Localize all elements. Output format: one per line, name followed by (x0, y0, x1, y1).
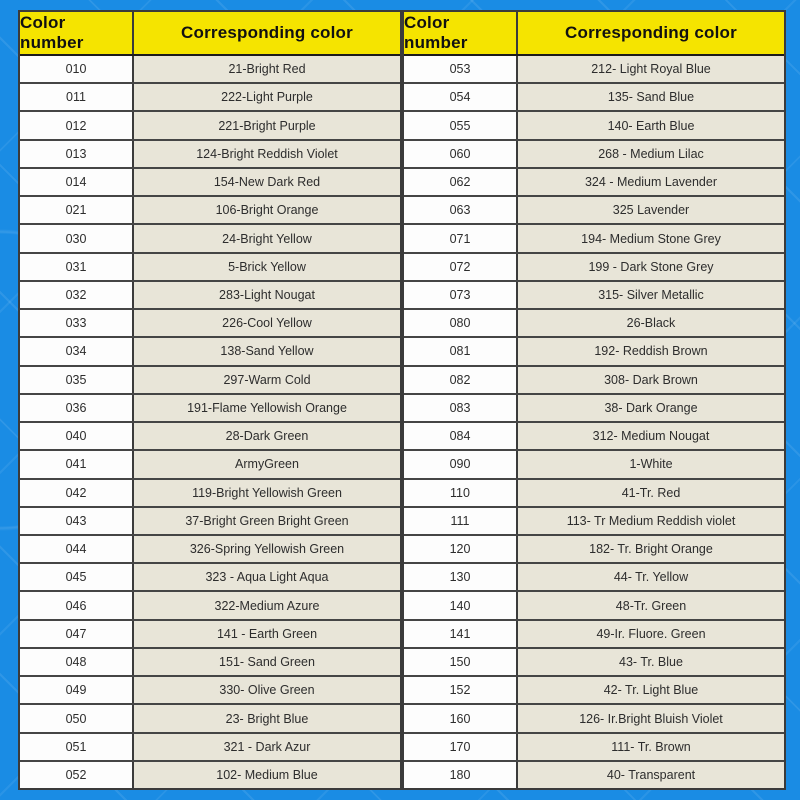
color-number-cell: 110 (404, 480, 518, 506)
color-name-cell: 154-New Dark Red (134, 169, 400, 195)
color-name-cell: 322-Medium Azure (134, 592, 400, 618)
table-row (404, 449, 784, 477)
color-number-cell: 031 (20, 254, 134, 280)
color-number-cell: 071 (404, 225, 518, 251)
color-number-cell: 021 (20, 197, 134, 223)
color-name-cell: 43- Tr. Blue (518, 649, 784, 675)
table-row (20, 252, 400, 280)
color-number-cell: 180 (404, 762, 518, 788)
color-number-cell: 049 (20, 677, 134, 703)
table-row (404, 590, 784, 618)
table-row (20, 760, 400, 788)
color-number-cell: 030 (20, 225, 134, 251)
color-number-cell: 051 (20, 734, 134, 760)
table-row (404, 506, 784, 534)
table-row (404, 421, 784, 449)
color-name-cell: 48-Tr. Green (518, 592, 784, 618)
table-row (20, 308, 400, 336)
table-row (20, 110, 400, 138)
table-row (20, 449, 400, 477)
color-number-cell: 053 (404, 56, 518, 82)
color-number-cell: 041 (20, 451, 134, 477)
table-row (404, 732, 784, 760)
color-number-cell: 034 (20, 338, 134, 364)
color-name-cell: 24-Bright Yellow (134, 225, 400, 251)
color-name-cell: 330- Olive Green (134, 677, 400, 703)
table-row (20, 139, 400, 167)
color-number-cell: 047 (20, 621, 134, 647)
color-name-cell: 323 - Aqua Light Aqua (134, 564, 400, 590)
color-name-cell: 194- Medium Stone Grey (518, 225, 784, 251)
color-number-cell: 160 (404, 705, 518, 731)
color-number-cell: 042 (20, 480, 134, 506)
color-name-cell: 28-Dark Green (134, 423, 400, 449)
color-name-cell: 191-Flame Yellowish Orange (134, 395, 400, 421)
color-number-cell: 090 (404, 451, 518, 477)
color-number-cell: 152 (404, 677, 518, 703)
table-row (20, 534, 400, 562)
table-row (20, 280, 400, 308)
table-row (20, 647, 400, 675)
table-header-row (20, 12, 400, 56)
color-number-cell: 063 (404, 197, 518, 223)
column-header-corresponding-color: Corresponding color (565, 23, 737, 42)
color-name-cell: 222-Light Purple (134, 84, 400, 110)
color-name-cell: 21-Bright Red (134, 56, 400, 82)
color-number-cell: 035 (20, 367, 134, 393)
color-number-cell: 080 (404, 310, 518, 336)
color-name-cell: 199 - Dark Stone Grey (518, 254, 784, 280)
color-name-cell: 111- Tr. Brown (518, 734, 784, 760)
table-row (404, 110, 784, 138)
color-number-cell: 050 (20, 705, 134, 731)
color-number-cell: 054 (404, 84, 518, 110)
table-row (404, 760, 784, 788)
color-number-cell: 033 (20, 310, 134, 336)
color-number-cell: 130 (404, 564, 518, 590)
color-number-cell: 032 (20, 282, 134, 308)
color-number-cell: 055 (404, 112, 518, 138)
table-row (404, 675, 784, 703)
color-name-cell: 325 Lavender (518, 197, 784, 223)
table-row (404, 223, 784, 251)
table-row (404, 167, 784, 195)
table-row (404, 82, 784, 110)
table-row (404, 393, 784, 421)
color-name-cell: 268 - Medium Lilac (518, 141, 784, 167)
color-name-cell: 44- Tr. Yellow (518, 564, 784, 590)
table-row (20, 506, 400, 534)
table-row (20, 675, 400, 703)
color-name-cell: 135- Sand Blue (518, 84, 784, 110)
color-number-cell: 082 (404, 367, 518, 393)
color-name-cell: 37-Bright Green Bright Green (134, 508, 400, 534)
color-name-cell: 324 - Medium Lavender (518, 169, 784, 195)
color-name-cell: 221-Bright Purple (134, 112, 400, 138)
color-name-cell: 326-Spring Yellowish Green (134, 536, 400, 562)
table-row (20, 195, 400, 223)
color-name-cell: 126- Ir.Bright Bluish Violet (518, 705, 784, 731)
color-name-cell: 140- Earth Blue (518, 112, 784, 138)
color-name-cell: 41-Tr. Red (518, 480, 784, 506)
color-name-cell: 38- Dark Orange (518, 395, 784, 421)
color-name-cell: 192- Reddish Brown (518, 338, 784, 364)
color-number-cell: 040 (20, 423, 134, 449)
color-number-cell: 120 (404, 536, 518, 562)
table-row (404, 619, 784, 647)
table-row (404, 56, 784, 82)
table-row (20, 365, 400, 393)
color-number-cell: 011 (20, 84, 134, 110)
color-table-left (18, 10, 402, 790)
table-row (20, 732, 400, 760)
color-number-cell: 141 (404, 621, 518, 647)
color-number-cell: 048 (20, 649, 134, 675)
color-name-cell: 212- Light Royal Blue (518, 56, 784, 82)
color-name-cell: 312- Medium Nougat (518, 423, 784, 449)
color-number-cell: 044 (20, 536, 134, 562)
table-row (20, 703, 400, 731)
color-number-cell: 010 (20, 56, 134, 82)
color-name-cell: 23- Bright Blue (134, 705, 400, 731)
color-name-cell: 141 - Earth Green (134, 621, 400, 647)
color-mapping-tables (18, 10, 786, 790)
table-row (404, 308, 784, 336)
color-name-cell: ArmyGreen (134, 451, 400, 477)
color-number-cell: 072 (404, 254, 518, 280)
color-number-cell: 046 (20, 592, 134, 618)
column-header-color-number: Color number (20, 12, 134, 54)
color-name-cell: 49-Ir. Fluore. Green (518, 621, 784, 647)
color-name-cell: 106-Bright Orange (134, 197, 400, 223)
color-number-cell: 062 (404, 169, 518, 195)
table-row (20, 562, 400, 590)
color-name-cell: 1-White (518, 451, 784, 477)
color-name-cell: 283-Light Nougat (134, 282, 400, 308)
table-row (20, 619, 400, 647)
color-number-cell: 013 (20, 141, 134, 167)
color-number-cell: 083 (404, 395, 518, 421)
column-header-corresponding-color: Corresponding color (181, 23, 353, 42)
table-row (404, 252, 784, 280)
color-number-cell: 045 (20, 564, 134, 590)
table-row (20, 336, 400, 364)
table-row (404, 336, 784, 364)
table-row (404, 280, 784, 308)
color-name-cell: 124-Bright Reddish Violet (134, 141, 400, 167)
color-number-cell: 170 (404, 734, 518, 760)
color-name-cell: 321 - Dark Azur (134, 734, 400, 760)
color-name-cell: 138-Sand Yellow (134, 338, 400, 364)
table-row (20, 590, 400, 618)
table-header-row (404, 12, 784, 56)
color-number-cell: 111 (404, 508, 518, 534)
color-number-cell: 073 (404, 282, 518, 308)
color-name-cell: 102- Medium Blue (134, 762, 400, 788)
color-name-cell: 113- Tr Medium Reddish violet (518, 508, 784, 534)
table-row (20, 56, 400, 82)
color-name-cell: 315- Silver Metallic (518, 282, 784, 308)
table-row (404, 703, 784, 731)
color-name-cell: 308- Dark Brown (518, 367, 784, 393)
table-row (404, 562, 784, 590)
table-row (404, 478, 784, 506)
column-header-color-number: Color number (404, 12, 518, 54)
table-row (404, 647, 784, 675)
color-table-right (402, 10, 786, 790)
color-name-cell: 5-Brick Yellow (134, 254, 400, 280)
table-body (404, 56, 784, 788)
color-number-cell: 036 (20, 395, 134, 421)
table-body (20, 56, 400, 788)
color-number-cell: 081 (404, 338, 518, 364)
table-row (20, 393, 400, 421)
table-row (20, 478, 400, 506)
table-row (404, 534, 784, 562)
color-name-cell: 119-Bright Yellowish Green (134, 480, 400, 506)
color-number-cell: 084 (404, 423, 518, 449)
color-name-cell: 182- Tr. Bright Orange (518, 536, 784, 562)
table-row (20, 223, 400, 251)
color-number-cell: 043 (20, 508, 134, 534)
color-name-cell: 40- Transparent (518, 762, 784, 788)
color-name-cell: 151- Sand Green (134, 649, 400, 675)
color-number-cell: 140 (404, 592, 518, 618)
table-row (404, 139, 784, 167)
color-name-cell: 226-Cool Yellow (134, 310, 400, 336)
table-row (20, 167, 400, 195)
color-number-cell: 060 (404, 141, 518, 167)
color-number-cell: 014 (20, 169, 134, 195)
table-row (20, 421, 400, 449)
color-name-cell: 297-Warm Cold (134, 367, 400, 393)
table-row (404, 195, 784, 223)
table-row (20, 82, 400, 110)
color-name-cell: 42- Tr. Light Blue (518, 677, 784, 703)
color-number-cell: 052 (20, 762, 134, 788)
color-number-cell: 012 (20, 112, 134, 138)
color-number-cell: 150 (404, 649, 518, 675)
table-row (404, 365, 784, 393)
color-name-cell: 26-Black (518, 310, 784, 336)
